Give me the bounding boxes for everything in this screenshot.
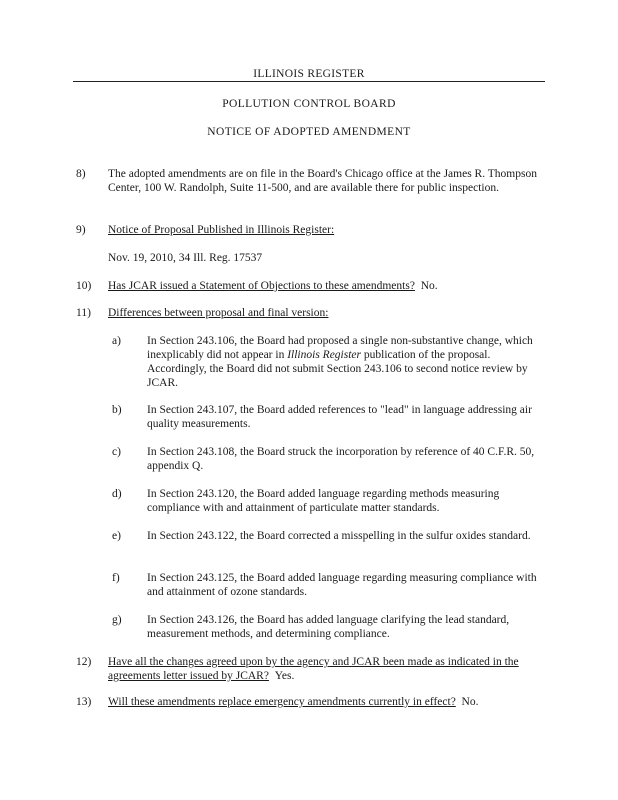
subitem-f-text: In Section 243.125, the Board added language regarding measuring compliance with and attainment of ozone standards. (147, 572, 537, 598)
subitem-c-text: In Section 243.108, the Board struck the incorporation by reference of 40 C.F.R. 50, appendix Q. (147, 446, 535, 472)
register-title: ILLINOIS REGISTER (253, 68, 365, 80)
subitem-d-letter: d) (112, 488, 122, 500)
item-10-text (108, 279, 548, 293)
item-12-answer: Yes. (274, 670, 295, 682)
subitem-b-letter: b) (112, 404, 122, 416)
subitem-a-text (147, 334, 547, 390)
notice-title: NOTICE OF ADOPTED AMENDMENT (207, 126, 411, 138)
item-9-citation: Nov. 19, 2010, 34 Ill. Reg. 17537 (108, 252, 263, 264)
item-13-text (108, 695, 548, 709)
subitem-e-letter: e) (112, 530, 121, 542)
subitem-b-text: In Section 243.107, the Board added references to "lead" in language addressing air quality measurements. (147, 404, 532, 430)
item-8-number: 8) (76, 168, 86, 180)
subitem-a-text-after: publication of the proposal. Accordingly, the Board did not submit Section 243.106 to second notice review by JCAR. (147, 349, 528, 389)
item-10-number: 10) (76, 280, 92, 292)
item-12-number: 12) (76, 656, 92, 668)
subitem-a-text-before: In Section 243.106, the Board had proposed a single non-substantive change, which inexplicably did not appear in (147, 335, 533, 361)
subitem-a-letter: a) (112, 335, 121, 347)
item-11-number: 11) (76, 307, 91, 319)
item-10-answer: No. (420, 280, 438, 292)
subitem-a-italic: Illinois Register (287, 349, 361, 361)
item-12-question: Have all the changes agreed upon by the agency and JCAR been made as indicated in the agreements letter issued by JCAR? (108, 656, 519, 682)
item-13-question: Will these amendments replace emergency amendments currently in effect? (108, 696, 456, 708)
subitem-c-letter: c) (112, 446, 121, 458)
header-rule (73, 81, 545, 82)
agency-name: POLLUTION CONTROL BOARD (222, 98, 396, 110)
item-9-number: 9) (76, 224, 86, 236)
subitem-f-letter: f) (112, 572, 120, 584)
subitem-g-letter: g) (112, 614, 122, 626)
subitem-d-text: In Section 243.120, the Board added language regarding methods measuring compliance with and attainment of particulate matter standards. (147, 488, 500, 514)
item-10-question: Has JCAR issued a Statement of Objections to these amendments? (108, 280, 415, 292)
subitem-g-text: In Section 243.126, the Board has added language clarifying the lead standard, measurement methods, and determining compliance. (147, 614, 510, 640)
subitem-e-text: In Section 243.122, the Board corrected a misspelling in the sulfur oxides standard. (147, 530, 531, 542)
item-9-heading: Notice of Proposal Published in Illinois Register: (108, 224, 335, 236)
item-12-text (108, 655, 548, 683)
item-13-answer: No. (461, 696, 479, 708)
item-8-text: The adopted amendments are on file in the Board's Chicago office at the James R. Thompson Center, 100 W. Randolph, Suite 11-500, and are available there for public inspection. (108, 168, 537, 194)
item-11-heading: Differences between proposal and final version: (108, 307, 329, 319)
item-13-number: 13) (76, 696, 92, 708)
